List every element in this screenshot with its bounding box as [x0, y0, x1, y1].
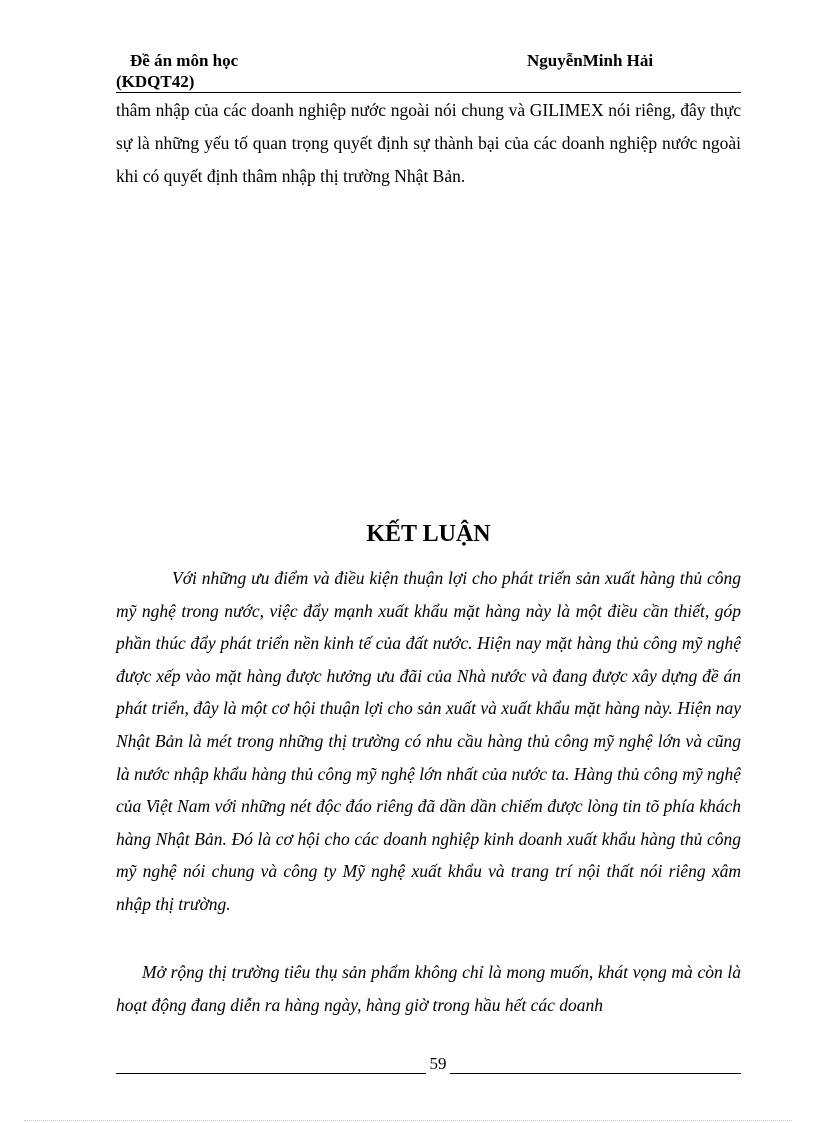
page-number: 59	[429, 1054, 447, 1073]
footer-rule-right	[450, 1073, 741, 1074]
header-author-name: NguyễnMinh Hải	[527, 51, 654, 70]
header-course-info	[116, 50, 238, 92]
conclusion-paragraph-1: Với những ưu điểm và điều kiện thuận lợi cho phát triển sản xuất hàng thủ công mỹ nghệ trong nước, việc đẩy mạnh xuất khẩu mặt hàng này là một điều cần thiết, góp phần thúc đẩy phát triển nền kinh tế của đất nước. Hiện nay mặt hàng thủ công mỹ nghệ được xếp vào mặt hàng được hưởng ưu đãi của Nhà nước và đang được xây dựng đề án phát triển, đây là một cơ hội thuận lợi cho sản xuất và xuất khẩu mặt hàng này. Hiện nay Nhật Bản là mét trong những thị trường có nhu cầu hàng thủ công mỹ nghệ lớn và cũng là nước nhập khẩu hàng thủ công mỹ nghệ lớn nhất của nước ta. Hàng thủ công mỹ nghệ của Việt Nam với những nét độc đáo riêng đã dần dần chiếm được lòng tin tõ phía khách hàng Nhật Bản. Đó là cơ hội cho các doanh nghiệp kinh doanh xuất khẩu hàng thủ công mỹ nghệ nói chung và công ty Mỹ nghệ xuất khẩu và trang trí nội thất nói riêng xâm nhập thị trường.	[116, 568, 741, 914]
section-title: KẾT LUẬN	[366, 521, 491, 547]
conclusion-paragraph-2: Mở rộng thị trường tiêu thụ sản phẩm không chỉ là mong muốn, khát vọng mà còn là hoạt động đang diễn ra hàng ngày, hàng giờ trong hầu hết các doanh	[116, 962, 741, 1015]
header-course-title: Đề án môn học	[130, 51, 239, 70]
page-footer	[116, 1052, 741, 1076]
page-bottom-border	[24, 1120, 792, 1121]
header-divider	[116, 92, 741, 93]
footer-rule-left	[116, 1073, 426, 1074]
intro-paragraph: thâm nhập của các doanh nghiệp nước ngoài nói chung và GILIMEX nói riêng, đây thực sự là những yếu tố quan trọng quyết định sự thành bại của các doanh nghiệp nước ngoài khi có quyết định thâm nhập thị trường Nhật Bản.	[116, 100, 741, 186]
header-course-code: (KDQT42)	[116, 72, 195, 91]
